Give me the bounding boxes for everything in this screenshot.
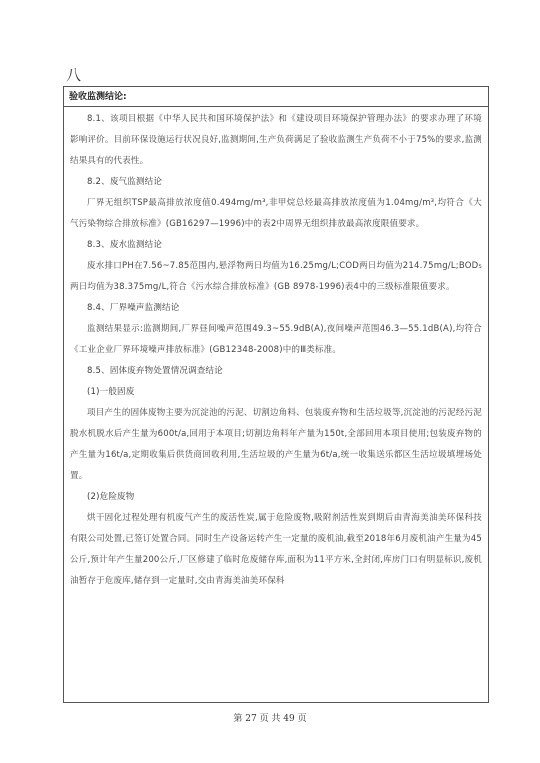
heading-general-waste: (1)一般固废 bbox=[87, 387, 135, 397]
paragraph-wastewater: 废水排口PH在7.56~7.85范围内,悬浮物两日均值为16.25mg/L;COD两日均值为214.75mg/L;BOD₅两日均值为38.375mg/L,符合《污水综合排放标准》(GB 8978-1996)表4中的三级标准限值要求。 bbox=[70, 261, 482, 292]
paragraph-8-1: 8.1、该项目根据《中华人民共和国环境保护法》和《建设项目环境保护管理办法》的要求办理了环境影响评价。目前环保设施运行状况良好,监测期间,生产负荷满足了验收监测生产负荷不小于75%的要求,监测结果具有的代表性。 bbox=[70, 114, 482, 166]
paragraph-noise: 监测结果显示:监测期间,厂界昼间噪声范围49.3~55.9dB(A),夜间噪声范围46.3—55.1dB(A),均符合《工业企业厂界环境噪声排放标准》(GB12348-2008)中的Ⅲ类标准。 bbox=[70, 324, 482, 355]
paragraph-general-waste: 项目产生的固体废物主要为沉淀池的污泥、切割边角料、包装废弃物和生活垃圾等,沉淀池的污泥经污泥脱水机脱水后产生量为600t/a,回用于本项目;切割边角料年产量为150t,全部回用本项目使用;包装废弃物的产生量为16t/a,定期收集后供货商回收利用,生活垃圾的产生量为6t/a,统一收集送乐都区生活垃圾填埋场处置。 bbox=[70, 408, 482, 481]
heading-hazardous-waste: (2)危险废物 bbox=[87, 492, 135, 502]
conclusion-table bbox=[63, 86, 489, 703]
heading-8-3: 8.3、废水监测结论 bbox=[87, 240, 163, 250]
heading-8-5: 8.5、固体废弃物处置情况调查结论 bbox=[87, 366, 223, 376]
section-number: 八 bbox=[66, 66, 82, 84]
table-header: 验收监测结论: bbox=[64, 87, 488, 107]
heading-8-4: 8.4、厂界噪声监测结论 bbox=[87, 303, 180, 313]
paragraph-hazardous-waste: 烘干固化过程处理有机废气产生的废活性炭,属于危险废物,吸附剂活性炭到期后由青海美油美环保科技有限公司处置,已签订处置合同。同时生产设备运转产生一定量的废机油,截至2018年6月废机油产生量为45公斤,预计年产生量200公斤,厂区修建了临时危废储存库,面积为11平方米,全封闭,库房门口有明显标识,废机油暂存于危废库,储存到一定量时,交由青海美油美环保科 bbox=[70, 513, 482, 586]
paragraph-exhaust: 厂界无组织TSP最高排放浓度值0.494mg/m³,非甲烷总烃最高排放浓度值为1.04mg/m³,均符合《大气污染物综合排放标准》(GB16297—1996)中的表2中周界无组织排放最高浓度限值要求。 bbox=[70, 198, 482, 229]
conclusion-body bbox=[64, 107, 488, 592]
page-footer: 第 27 页 共 49 页 bbox=[233, 714, 307, 724]
heading-8-2: 8.2、废气监测结论 bbox=[87, 177, 163, 187]
